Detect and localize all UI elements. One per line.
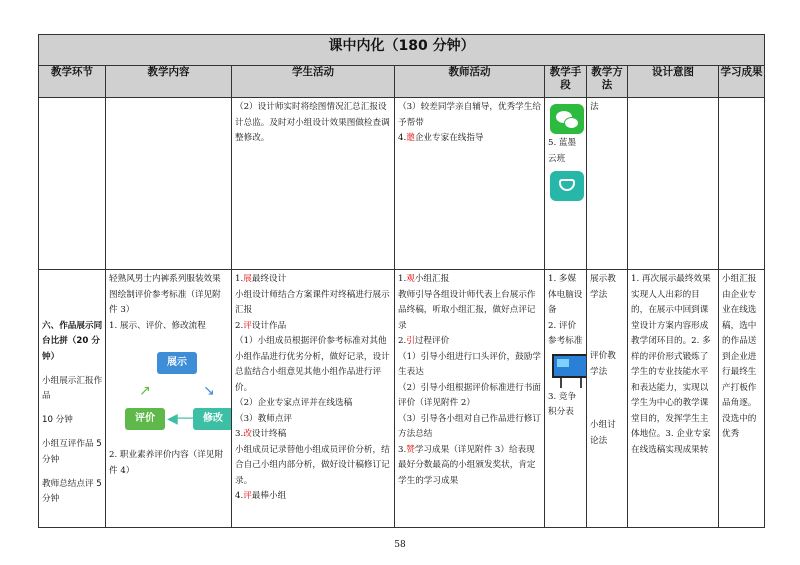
activity-line: 小组成员记录替他小组成员评价分析，结合自己小组内部分析，做好设计稿修订记录。: [235, 444, 390, 486]
header-outcome: 学习成果: [719, 66, 765, 98]
design-intent-cell: [628, 270, 719, 528]
stage-cell-empty: [39, 98, 106, 270]
activity-line: （2）企业专家点评并在线选稿: [235, 398, 353, 408]
stage-line: 教师总结点评 5 分钟: [42, 478, 102, 505]
design-intent-cell-empty: [628, 98, 719, 270]
highlight-keyword: 评: [243, 491, 252, 501]
means-item: 2. 评价参考标准: [548, 320, 583, 346]
content-line: 1. 展示、评价、修改流程: [109, 320, 206, 331]
teacher-activity-cell: [395, 270, 545, 528]
activity-line: 教师引导各组设计师代表上台展示作品终稿，听取小组汇报，做好点评记录: [398, 289, 536, 331]
arrow-down-right-icon: ↘: [203, 383, 215, 399]
wechat-icon: [550, 104, 584, 134]
smart-board-icon: [550, 354, 586, 388]
method-item: 小组讨论法: [590, 420, 616, 446]
activity-line: 2.评设计作品: [235, 320, 287, 331]
method-item: 展示教学法: [590, 274, 616, 300]
outcome-cell-empty: [719, 98, 765, 270]
student-activity-cell: [232, 270, 395, 528]
means-item: 3. 竞争积分表: [548, 391, 577, 417]
teaching-method-cell: [587, 98, 628, 270]
activity-line: 1.观小组汇报: [398, 274, 450, 284]
highlight-keyword: 邀: [406, 133, 415, 143]
activity-line: （3）较差同学亲自辅导，优秀学生给予帮带: [398, 102, 541, 128]
activity-line: 3.赞学习成果（详见附件 3）给表现最好分数最高的小组颁发奖状，肯定学生的学习成果: [398, 444, 536, 486]
outcome-cell: [719, 270, 765, 528]
lesson-plan-table: [38, 34, 765, 528]
diagram-show-box: 展示: [157, 352, 197, 374]
activity-line: 4.邀企业专家在线指导: [398, 133, 484, 143]
highlight-keyword: 赞: [406, 444, 415, 455]
table-title: 课中内化（180 分钟）: [39, 35, 765, 66]
diagram-modify-box: 修改: [193, 408, 231, 430]
header-teaching-means: 教学手段: [545, 66, 587, 98]
means-item: 1. 多媒体电脑设备: [548, 274, 583, 315]
highlight-keyword: 展: [243, 274, 252, 284]
teacher-activity-list: [395, 270, 544, 489]
teacher-activity-list: [395, 98, 544, 147]
activity-line: 4.评最棒小组: [235, 491, 287, 501]
teaching-means-cell: [545, 270, 587, 528]
activity-line: （1）引导小组进行口头评价，鼓励学生表达: [398, 351, 541, 377]
stage-line: 10 分钟: [42, 415, 73, 426]
method-item: 评价教学法: [590, 351, 616, 377]
activity-line: 小组设计师结合方案课件对终稿进行展示汇报: [235, 289, 390, 315]
stage-line: 小组互评作品 5 分钟: [42, 439, 102, 465]
student-activity-cell: [232, 98, 395, 270]
arrow-up-right-icon: ↗: [139, 383, 151, 399]
activity-line: （2）引导小组根据评价标准进行书面评价（详见附件 2）: [398, 382, 541, 408]
outcome-text: 小组汇报 由企业专业在线选稿，选中的作品送到企业进行最终生产打板作品角逐。没选中的优秀: [722, 274, 757, 439]
header-teacher-activity: 教师活动: [395, 66, 545, 98]
student-activity-list: [232, 98, 394, 147]
highlight-keyword: 改: [243, 429, 252, 439]
diagram-evaluate-box: 评价: [125, 408, 165, 430]
table-row: [39, 270, 765, 528]
header-stage: 教学环节: [39, 66, 106, 98]
method-text: 法: [590, 102, 599, 112]
content-line: 2. 职业素养评价内容（详见附件 4）: [109, 450, 224, 476]
content-line: 轻熟风男士内裤系列服装效果图绘制评价参考标准（详见附件 3）: [109, 274, 221, 315]
teacher-activity-cell: [395, 98, 545, 270]
activity-line: （1）小组成员根据评价参考标准对其他小组作品进行优劣分析，做好记录，设计总监结合小组意见其他小组作品进行评价。: [235, 336, 390, 393]
stage-title: 六、作品展示同台比拼（20 分钟）: [42, 320, 103, 362]
stage-cell: [39, 270, 106, 528]
header-content: 教学内容: [106, 66, 232, 98]
activity-line: 3.改设计终稿: [235, 429, 287, 439]
header-teaching-method: 教学方法: [587, 66, 628, 98]
activity-line: 1.展最终设计: [235, 274, 287, 284]
content-cell-empty: [106, 98, 232, 270]
page-number: 58: [394, 540, 406, 550]
teaching-means-cell: [545, 98, 587, 270]
student-activity-list: [232, 270, 394, 505]
activity-line: 2.引过程评价: [398, 336, 450, 346]
activity-line: （3）教师点评: [235, 413, 293, 424]
show-evaluate-modify-diagram: [117, 346, 231, 442]
cloud-class-icon: [550, 171, 584, 201]
design-intent-text: 1. 再次展示最终效果实现人人出彩的目的，在展示中回到课堂设计方案内容形成教学闭环目的。2. 多样的评价形式锻炼了学生的专业技能水平和表达能力，实现以学生为中心的教学课堂目的，发挥学生主体地位。3. 企业专家在线选稿实现成果转: [631, 274, 711, 455]
activity-line: （2）设计师实时将绘图情况汇总汇报设计总监。及时对小组设计效果图做检查调整修改。: [235, 102, 390, 143]
highlight-keyword: 评: [243, 320, 252, 331]
header-student-activity: 学生活动: [232, 66, 395, 98]
highlight-keyword: 观: [406, 274, 415, 284]
arrow-left-icon: ◀──: [167, 411, 195, 427]
activity-line: （3）引导各小组对自己作品进行修订方法总结: [398, 413, 541, 439]
table-row: [39, 98, 765, 270]
content-cell: [106, 270, 232, 528]
stage-line: 小组展示汇报作品: [42, 375, 103, 402]
highlight-keyword: 引: [406, 336, 415, 346]
cloud-class-label: 5. 蓝墨云班: [548, 138, 577, 164]
teaching-method-cell: [587, 270, 628, 528]
header-design-intent: 设计意图: [628, 66, 719, 98]
